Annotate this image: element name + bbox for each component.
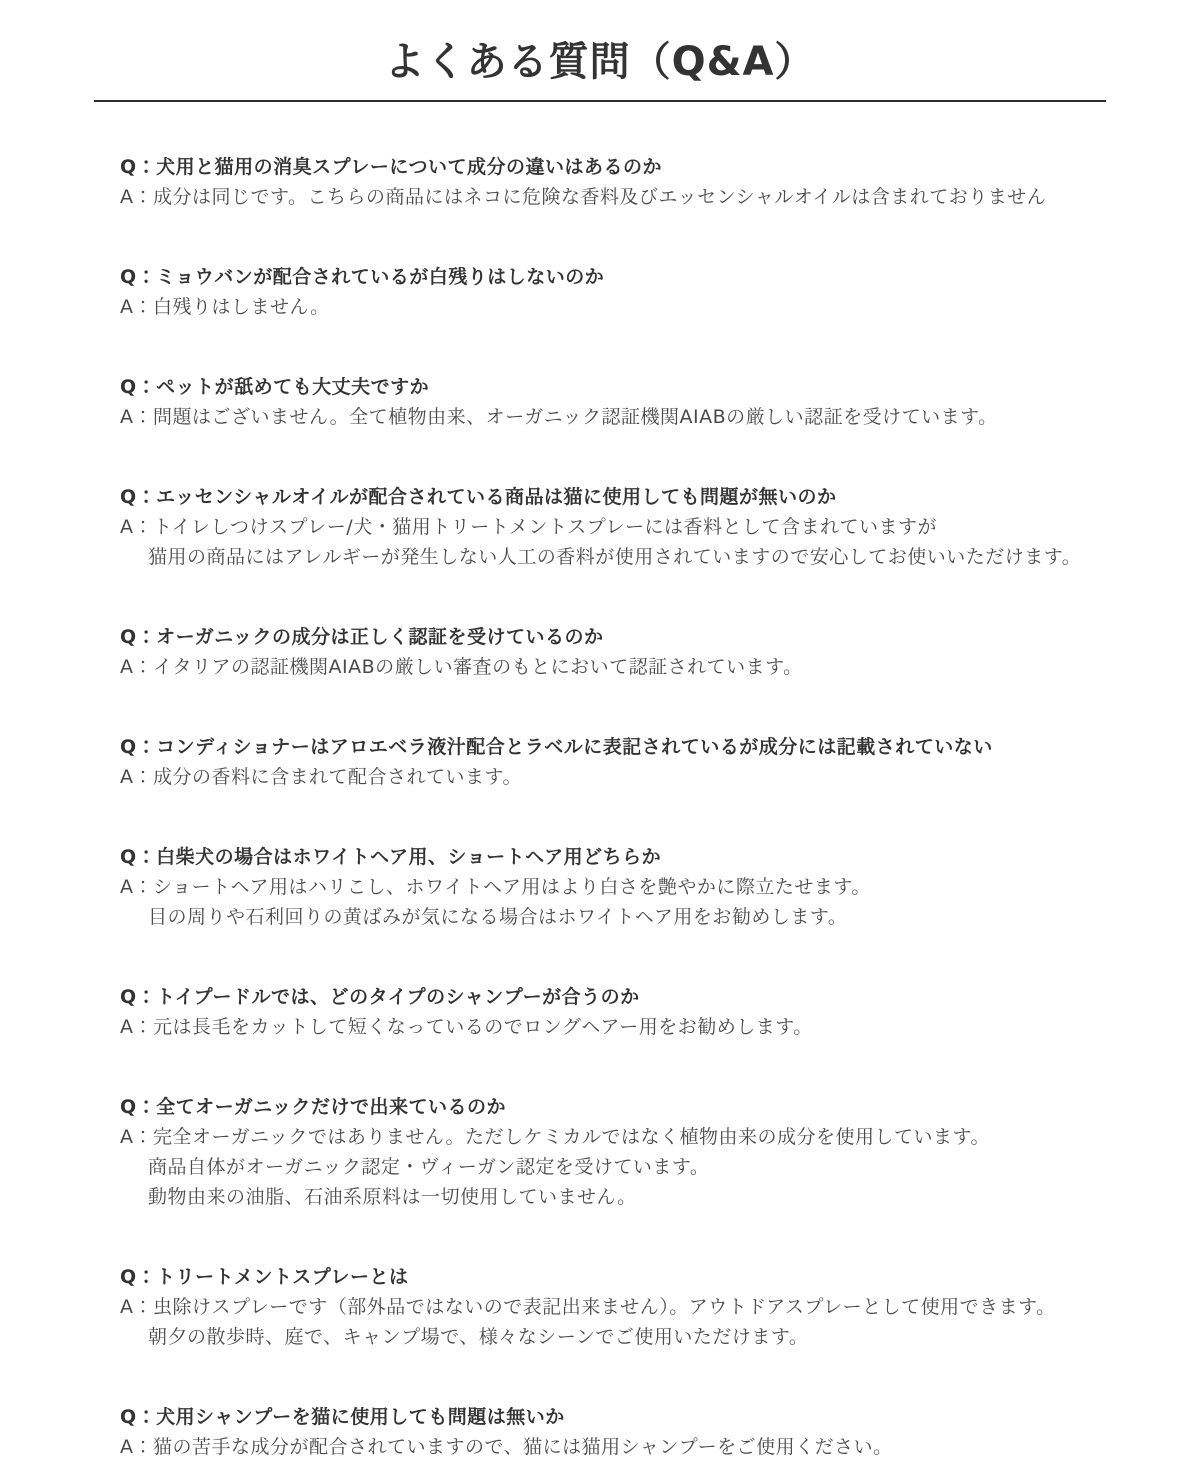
question-line: Q：ペットが舐めても大丈夫ですか <box>120 376 430 398</box>
faq-item <box>120 152 1140 212</box>
question-line: Q：トイプードルでは、どのタイプのシャンプーが合うのか <box>120 986 640 1008</box>
answer-line: A：問題はございません。全て植物由来、オーガニック認証機関AIABの厳しい認証を受けています。 <box>120 406 998 428</box>
question-line: Q：全てオーガニックだけで出来ているのか <box>120 1096 507 1118</box>
answer-continuation-line: 動物由来の油脂、石油系原料は一切使用していません。 <box>148 1186 637 1208</box>
answer-line: A：イタリアの認証機関AIABの厳しい審査のもとにおいて認証されています。 <box>120 656 803 678</box>
question-line: Q：トリートメントスプレーとは <box>120 1266 409 1288</box>
faq-item <box>120 482 1140 572</box>
answer-line: A：元は長毛をカットして短くなっているのでロングヘアー用をお勧めします。 <box>120 1016 813 1038</box>
faq-item <box>120 262 1140 322</box>
faq-item <box>120 372 1140 432</box>
question-line: Q：ミョウバンが配合されているが白残りはしないのか <box>120 266 605 288</box>
answer-line: A：成分の香料に含まれて配合されています。 <box>120 766 522 788</box>
answer-continuation-line: 猫用の商品にはアレルギーが発生しない人工の香料が使用されていますので安心してお使いいただけます。 <box>148 546 1082 568</box>
faq-item <box>120 842 1140 932</box>
question-line: Q：エッセンシャルオイルが配合されている商品は猫に使用しても問題が無いのか <box>120 486 837 508</box>
answer-line: A：トイレしつけスプレー/犬・猫用トリートメントスプレーには香料として含まれていますが <box>120 516 938 538</box>
question-line: Q：犬用と猫用の消臭スプレーについて成分の違いはあるのか <box>120 156 663 178</box>
answer-line: A：白残りはしません。 <box>120 296 330 318</box>
question-line: Q：犬用シャンプーを猫に使用しても問題は無いか <box>120 1406 565 1428</box>
answer-line: A：成分は同じです。こちらの商品にはネコに危険な香料及びエッセンシャルオイルは含まれておりません <box>120 186 1047 208</box>
faq-item <box>120 622 1140 682</box>
faq-item <box>120 732 1140 792</box>
faq-item <box>120 1092 1140 1212</box>
question-line: Q：オーガニックの成分は正しく認証を受けているのか <box>120 626 604 648</box>
question-line: Q：白柴犬の場合はホワイトヘア用、ショートヘア用どちらか <box>120 846 662 868</box>
faq-item <box>120 1262 1140 1352</box>
answer-continuation-line: 目の周りや石利回りの黄ばみが気になる場合はホワイトヘア用をお勧めします。 <box>148 906 848 928</box>
answer-line: A：完全オーガニックではありません。ただしケミカルではなく植物由来の成分を使用しています。 <box>120 1126 990 1148</box>
page-title: よくある質問（Q&A） <box>384 39 816 85</box>
faq-item <box>120 1402 1140 1462</box>
answer-continuation-line: 朝夕の散歩時、庭で、キャンプ場で、様々なシーンでご使用いただけます。 <box>148 1326 809 1348</box>
answer-line: A：虫除けスプレーです（部外品ではないので表記出来ません）。アウトドアスプレーとして使用できます。 <box>120 1296 1056 1318</box>
question-line: Q：コンディショナーはアロエベラ液汁配合とラベルに表記されているが成分には記載されていない <box>120 736 993 758</box>
answer-continuation-line: 商品自体がオーガニック認定・ヴィーガン認定を受けています。 <box>148 1156 710 1178</box>
title-divider <box>94 100 1106 102</box>
faq-item <box>120 982 1140 1042</box>
answer-line: A：猫の苦手な成分が配合されていますので、猫には猫用シャンプーをご使用ください。 <box>120 1436 893 1458</box>
answer-line: A：ショートヘア用はハリこし、ホワイトヘア用はより白さを艶やかに際立たせます。 <box>120 876 871 898</box>
faq-list <box>0 152 1200 1462</box>
